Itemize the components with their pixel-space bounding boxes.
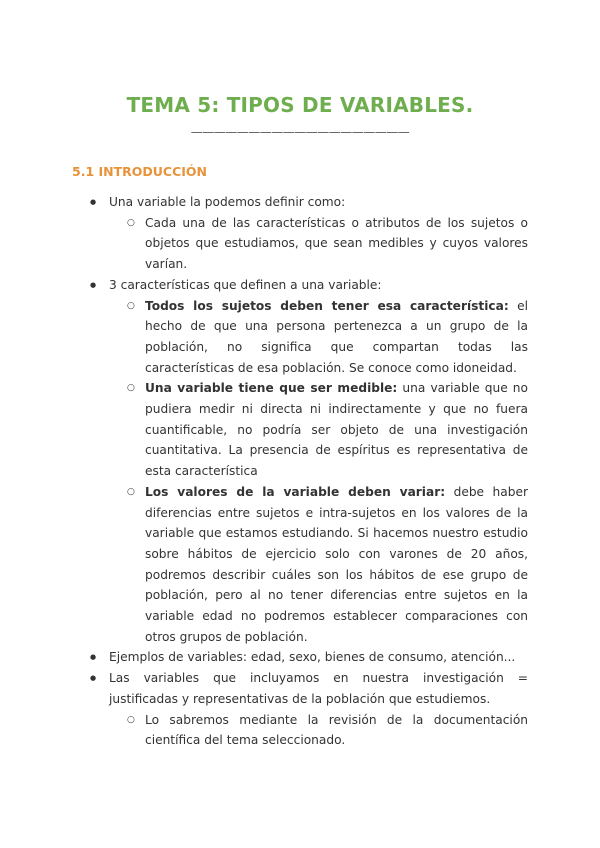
bold-term: Una variable tiene que ser medible: bbox=[145, 381, 398, 396]
title-underline: ——————————————————— bbox=[190, 125, 410, 139]
page-title: TEMA 5: TIPOS DE VARIABLES. bbox=[126, 93, 474, 117]
bold-term: Los valores de la variable deben variar: bbox=[145, 484, 446, 499]
sub-list-item: ○ Todos los sujetos deben tener esa característica: el hecho de que una persona pertenezca a un grupo de la población, no significa que compartan todas las características de esa población. Se conoce como idoneidad. bbox=[109, 296, 528, 379]
sub-list bbox=[109, 213, 528, 275]
sub-list-item: ○ Lo sabremos mediante la revisión de la documentación científica del tema seleccionado. bbox=[109, 710, 528, 751]
sub-list-item: ○ Cada una de las características o atributos de los sujetos o objetos que estudiamos, que sean medibles y cuyos valores varían. bbox=[109, 213, 528, 275]
sub-list bbox=[109, 710, 528, 751]
list-item: ● Las variables que incluyamos en nuestra investigación = justificadas y representativas de la población que estudiemos. ○ Lo sabremos mediante la revisión de la documentación científica del tema seleccionado. bbox=[72, 668, 528, 751]
list-item: ● Ejemplos de variables: edad, sexo, bienes de consumo, atención... bbox=[72, 647, 528, 668]
main-content bbox=[72, 192, 528, 751]
bold-term: Todos los sujetos deben tener esa característica: bbox=[145, 298, 509, 313]
bullet-list bbox=[72, 192, 528, 751]
list-item: ● 3 características que definen a una variable: ○ Todos los sujetos deben tener esa característica: el hecho de que una persona pertenezca a un grupo de la población, no significa que compartan todas las características de esa población. Se conoce como idoneidad. ○ Una variable tiene que ser medible: una variable que no pudiera medir ni directa ni indirectamente y que no fuera cuantificable, no podría ser objeto de una investigación cuantitativa. La presencia de espíritus es representativa de esta característica ○ Los valores de la variable deben variar: debe haber diferencias entre sujetos e intra-sujetos en los valores de la variable que estamos estudiando. Si hacemos nuestro estudio sobre hábitos de ejercicio solo con varones de 20 años, podremos describir cuáles son los hábitos de ese grupo de población, pero al no tener diferencias entre sujetos en la variable edad no podremos establecer comparaciones con otros grupos de población. bbox=[72, 275, 528, 648]
list-item: ● Una variable la podemos definir como: ○ Cada una de las características o atributos de los sujetos o objetos que estudiamos, que sean medibles y cuyos valores varían. bbox=[72, 192, 528, 275]
sub-list bbox=[109, 296, 528, 648]
section-heading: 5.1 INTRODUCCIÓN bbox=[72, 164, 207, 179]
sub-list-item: ○ Los valores de la variable deben variar: debe haber diferencias entre sujetos e intra-sujetos en los valores de la variable que estamos estudiando. Si hacemos nuestro estudio sobre hábitos de ejercicio solo con varones de 20 años, podremos describir cuáles son los hábitos de ese grupo de población, pero al no tener diferencias entre sujetos en la variable edad no podremos establecer comparaciones con otros grupos de población. bbox=[109, 482, 528, 648]
sub-list-item: ○ Una variable tiene que ser medible: una variable que no pudiera medir ni directa ni indirectamente y que no fuera cuantificable, no podría ser objeto de una investigación cuantitativa. La presencia de espíritus es representativa de esta característica bbox=[109, 378, 528, 482]
